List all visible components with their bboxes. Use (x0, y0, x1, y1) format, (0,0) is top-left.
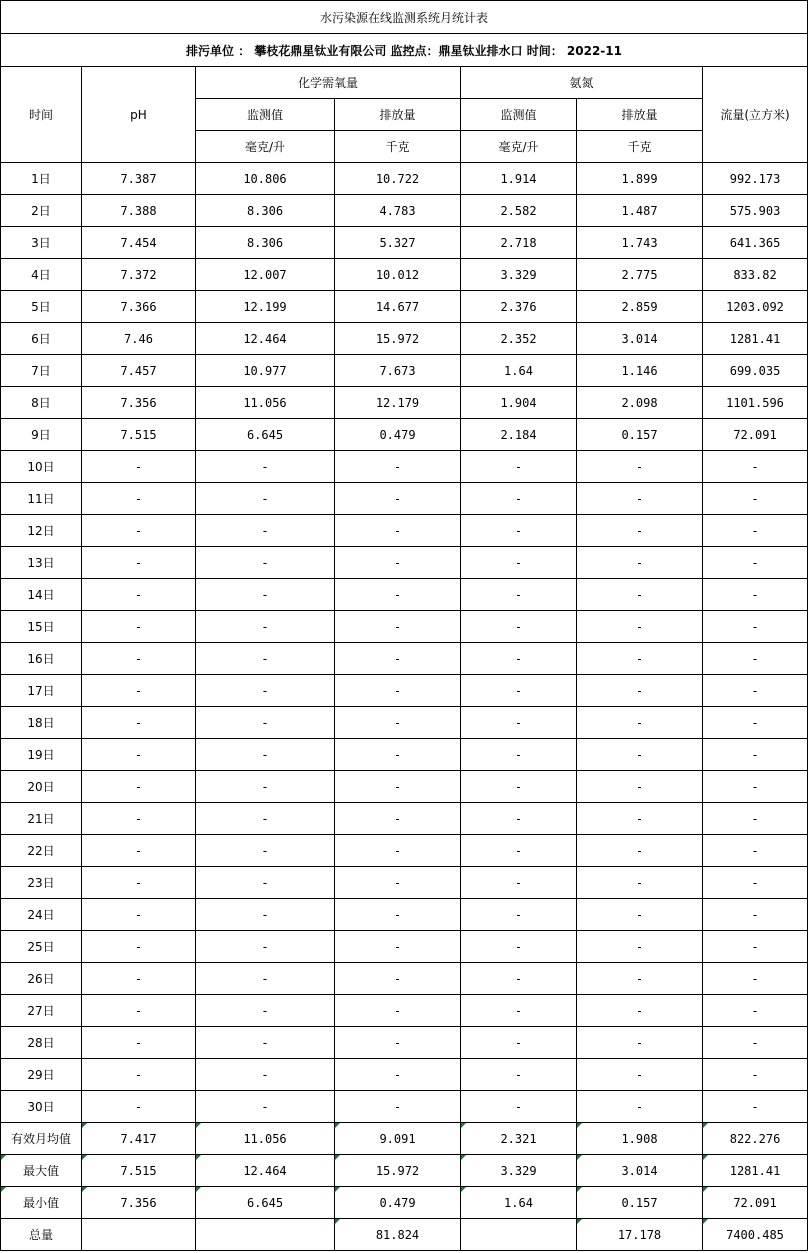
table-row (1, 643, 808, 675)
cell-ph: - (82, 835, 196, 867)
cell-ammonia-monitor: 2.582 (461, 195, 577, 227)
cell-ammonia-monitor: - (461, 547, 577, 579)
cell-cod-discharge: - (335, 579, 461, 611)
cell-ammonia-monitor: 1.64 (461, 355, 577, 387)
header-cod-unit-mass: 千克 (335, 131, 461, 163)
cell-day: 26日 (1, 963, 82, 995)
cell-ph: 7.46 (82, 323, 196, 355)
cell-ammonia-monitor: - (461, 995, 577, 1027)
cell-cod-monitor: 6.645 (196, 419, 335, 451)
cell-ph: - (82, 931, 196, 963)
cell-flow: - (703, 451, 808, 483)
cell-flow: - (703, 899, 808, 931)
cell-cod-discharge: 0.479 (335, 419, 461, 451)
cell-cod-monitor: 12.199 (196, 291, 335, 323)
cell-cod-discharge: - (335, 1091, 461, 1123)
summary-cell-ammonia-discharge: 17.178 (577, 1219, 703, 1251)
cell-cod-monitor: 8.306 (196, 195, 335, 227)
summary-cell-ph (82, 1219, 196, 1251)
summary-cell-cod-discharge: 0.479 (335, 1187, 461, 1219)
table-row (1, 899, 808, 931)
cell-ph: - (82, 707, 196, 739)
cell-ammonia-monitor: - (461, 515, 577, 547)
cell-ammonia-monitor: 1.904 (461, 387, 577, 419)
cell-flow: - (703, 611, 808, 643)
header-cod-monitor: 监测值 (196, 99, 335, 131)
cell-day: 6日 (1, 323, 82, 355)
cell-day: 23日 (1, 867, 82, 899)
cell-flow: - (703, 1059, 808, 1091)
cell-cod-discharge: - (335, 611, 461, 643)
cell-flow: - (703, 643, 808, 675)
cell-cod-discharge: 10.012 (335, 259, 461, 291)
cell-day: 2日 (1, 195, 82, 227)
cell-ammonia-monitor: - (461, 643, 577, 675)
table-row (1, 803, 808, 835)
cell-ammonia-monitor: - (461, 707, 577, 739)
cell-ph: - (82, 579, 196, 611)
summary-label: 最小值 (1, 1187, 82, 1219)
cell-ammonia-monitor: 3.329 (461, 259, 577, 291)
cell-ammonia-monitor: - (461, 1091, 577, 1123)
cell-cod-monitor: - (196, 867, 335, 899)
summary-row (1, 1155, 808, 1187)
summary-cell-ph: 7.356 (82, 1187, 196, 1219)
cell-cod-discharge: 7.673 (335, 355, 461, 387)
cell-day: 3日 (1, 227, 82, 259)
cell-ammonia-monitor: - (461, 803, 577, 835)
table-row (1, 611, 808, 643)
cell-cod-monitor: - (196, 707, 335, 739)
cell-ammonia-discharge: 3.014 (577, 323, 703, 355)
header-flow: 流量(立方米) (703, 67, 808, 163)
cell-day: 12日 (1, 515, 82, 547)
cell-ammonia-discharge: - (577, 515, 703, 547)
table-row (1, 547, 808, 579)
cell-cod-discharge: - (335, 867, 461, 899)
header-ammonia: 氨氮 (461, 67, 703, 99)
summary-cell-ammonia-monitor: 2.321 (461, 1123, 577, 1155)
cell-ammonia-discharge: - (577, 579, 703, 611)
cell-ammonia-monitor: - (461, 739, 577, 771)
cell-day: 10日 (1, 451, 82, 483)
table-row (1, 1091, 808, 1123)
cell-ammonia-discharge: - (577, 867, 703, 899)
table-row (1, 867, 808, 899)
cell-ph: - (82, 899, 196, 931)
summary-cell-ammonia-monitor: 3.329 (461, 1155, 577, 1187)
cell-cod-discharge: 14.677 (335, 291, 461, 323)
cell-flow: - (703, 931, 808, 963)
summary-label: 总量 (1, 1219, 82, 1251)
cell-ph: 7.515 (82, 419, 196, 451)
table-row (1, 1027, 808, 1059)
cell-ph: - (82, 451, 196, 483)
cell-ammonia-monitor: - (461, 963, 577, 995)
cell-ammonia-discharge: 0.157 (577, 419, 703, 451)
cell-ammonia-discharge: - (577, 611, 703, 643)
summary-cell-cod-monitor: 6.645 (196, 1187, 335, 1219)
table-row (1, 931, 808, 963)
cell-cod-discharge: - (335, 451, 461, 483)
cell-day: 4日 (1, 259, 82, 291)
cell-ammonia-monitor: - (461, 835, 577, 867)
cell-day: 13日 (1, 547, 82, 579)
cell-ammonia-discharge: 1.487 (577, 195, 703, 227)
summary-label: 最大值 (1, 1155, 82, 1187)
cell-ammonia-discharge: 1.146 (577, 355, 703, 387)
summary-cell-ammonia-discharge: 3.014 (577, 1155, 703, 1187)
table-row (1, 579, 808, 611)
cell-cod-monitor: - (196, 675, 335, 707)
table-row (1, 323, 808, 355)
cell-day: 29日 (1, 1059, 82, 1091)
cell-flow: - (703, 579, 808, 611)
table-row (1, 483, 808, 515)
summary-cell-cod-discharge: 81.824 (335, 1219, 461, 1251)
cell-ammonia-discharge: 1.899 (577, 163, 703, 195)
cell-ammonia-discharge: 2.859 (577, 291, 703, 323)
cell-ammonia-discharge: - (577, 547, 703, 579)
summary-cell-cod-discharge: 9.091 (335, 1123, 461, 1155)
summary-label: 有效月均值 (1, 1123, 82, 1155)
cell-ammonia-discharge: - (577, 835, 703, 867)
summary-cell-ph: 7.515 (82, 1155, 196, 1187)
cell-flow: - (703, 547, 808, 579)
table-row (1, 355, 808, 387)
cell-day: 1日 (1, 163, 82, 195)
cell-ammonia-monitor: - (461, 675, 577, 707)
cell-cod-discharge: - (335, 515, 461, 547)
cell-flow: 699.035 (703, 355, 808, 387)
summary-row (1, 1187, 808, 1219)
cell-day: 15日 (1, 611, 82, 643)
cell-cod-discharge: 15.972 (335, 323, 461, 355)
summary-cell-cod-discharge: 15.972 (335, 1155, 461, 1187)
cell-ammonia-monitor: - (461, 1027, 577, 1059)
header-cod: 化学需氧量 (196, 67, 461, 99)
cell-ph: 7.454 (82, 227, 196, 259)
cell-ammonia-monitor: - (461, 771, 577, 803)
cell-ammonia-monitor: - (461, 867, 577, 899)
table-row (1, 387, 808, 419)
cell-day: 5日 (1, 291, 82, 323)
cell-ammonia-discharge: - (577, 803, 703, 835)
cell-day: 30日 (1, 1091, 82, 1123)
cell-cod-monitor: - (196, 579, 335, 611)
cell-ph: - (82, 1027, 196, 1059)
cell-cod-discharge: - (335, 899, 461, 931)
cell-ph: 7.356 (82, 387, 196, 419)
cell-cod-discharge: - (335, 707, 461, 739)
header-ammonia-discharge: 排放量 (577, 99, 703, 131)
cell-day: 20日 (1, 771, 82, 803)
cell-ammonia-discharge: - (577, 1059, 703, 1091)
header-ammonia-unit-conc: 毫克/升 (461, 131, 577, 163)
table-row (1, 163, 808, 195)
cell-cod-discharge: - (335, 483, 461, 515)
summary-cell-flow: 822.276 (703, 1123, 808, 1155)
cell-ammonia-discharge: - (577, 963, 703, 995)
cell-cod-monitor: - (196, 835, 335, 867)
table-row (1, 451, 808, 483)
cell-cod-monitor: - (196, 771, 335, 803)
cell-cod-discharge: - (335, 803, 461, 835)
cell-flow: 833.82 (703, 259, 808, 291)
cell-cod-monitor: 10.806 (196, 163, 335, 195)
cell-day: 21日 (1, 803, 82, 835)
cell-ammonia-discharge: - (577, 899, 703, 931)
table-row (1, 835, 808, 867)
cell-ammonia-discharge: - (577, 451, 703, 483)
cell-flow: - (703, 1027, 808, 1059)
cell-ph: - (82, 963, 196, 995)
summary-cell-flow: 1281.41 (703, 1155, 808, 1187)
report-info-line: 排污单位 ： 攀枝花鼎星钛业有限公司 监控点：鼎星钛业排水口 时间： 2022-11 (1, 34, 808, 67)
header-ammonia-monitor: 监测值 (461, 99, 577, 131)
cell-ammonia-monitor: - (461, 899, 577, 931)
cell-ammonia-discharge: 1.743 (577, 227, 703, 259)
table-row (1, 675, 808, 707)
summary-cell-cod-monitor (196, 1219, 335, 1251)
cell-cod-monitor: 12.007 (196, 259, 335, 291)
table-row (1, 515, 808, 547)
cell-ammonia-monitor: - (461, 611, 577, 643)
cell-cod-discharge: 12.179 (335, 387, 461, 419)
cell-ph: - (82, 867, 196, 899)
summary-cell-cod-monitor: 11.056 (196, 1123, 335, 1155)
table-row (1, 195, 808, 227)
cell-cod-discharge: - (335, 771, 461, 803)
cell-cod-discharge: - (335, 643, 461, 675)
summary-cell-cod-monitor: 12.464 (196, 1155, 335, 1187)
table-row (1, 419, 808, 451)
cell-flow: - (703, 803, 808, 835)
cell-ammonia-discharge: - (577, 483, 703, 515)
cell-flow: - (703, 515, 808, 547)
cell-cod-discharge: 10.722 (335, 163, 461, 195)
table-row (1, 739, 808, 771)
cell-ammonia-monitor: - (461, 579, 577, 611)
cell-ph: - (82, 1091, 196, 1123)
cell-cod-discharge: - (335, 547, 461, 579)
cell-ph: - (82, 515, 196, 547)
summary-cell-ammonia-monitor (461, 1219, 577, 1251)
cell-ammonia-discharge: - (577, 1027, 703, 1059)
table-row (1, 995, 808, 1027)
cell-ph: - (82, 771, 196, 803)
cell-ph: - (82, 611, 196, 643)
cell-cod-monitor: - (196, 803, 335, 835)
cell-cod-monitor: - (196, 611, 335, 643)
cell-flow: - (703, 963, 808, 995)
cell-flow: 641.365 (703, 227, 808, 259)
cell-ph: - (82, 1059, 196, 1091)
cell-flow: - (703, 867, 808, 899)
cell-ammonia-discharge: - (577, 675, 703, 707)
cell-cod-monitor: - (196, 483, 335, 515)
cell-cod-monitor: 12.464 (196, 323, 335, 355)
table-row (1, 707, 808, 739)
cell-ammonia-monitor: - (461, 483, 577, 515)
header-ammonia-unit-mass: 千克 (577, 131, 703, 163)
cell-day: 28日 (1, 1027, 82, 1059)
cell-cod-discharge: - (335, 739, 461, 771)
summary-cell-flow: 72.091 (703, 1187, 808, 1219)
cell-ammonia-discharge: - (577, 931, 703, 963)
cell-ammonia-discharge: - (577, 707, 703, 739)
cell-ph: 7.387 (82, 163, 196, 195)
cell-ph: - (82, 547, 196, 579)
report-title: 水污染源在线监测系统月统计表 (1, 1, 808, 34)
cell-ammonia-monitor: 2.718 (461, 227, 577, 259)
table-row (1, 771, 808, 803)
cell-flow: 72.091 (703, 419, 808, 451)
cell-ph: 7.388 (82, 195, 196, 227)
cell-day: 22日 (1, 835, 82, 867)
cell-day: 8日 (1, 387, 82, 419)
cell-cod-monitor: - (196, 451, 335, 483)
table-row (1, 227, 808, 259)
summary-cell-ph: 7.417 (82, 1123, 196, 1155)
cell-flow: - (703, 675, 808, 707)
cell-flow: 1281.41 (703, 323, 808, 355)
cell-ph: - (82, 675, 196, 707)
cell-cod-monitor: - (196, 643, 335, 675)
header-cod-discharge: 排放量 (335, 99, 461, 131)
cell-flow: - (703, 707, 808, 739)
cell-cod-discharge: - (335, 1059, 461, 1091)
table-row (1, 291, 808, 323)
cell-ammonia-monitor: 2.376 (461, 291, 577, 323)
summary-cell-flow: 7400.485 (703, 1219, 808, 1251)
cell-cod-monitor: - (196, 547, 335, 579)
cell-ph: 7.457 (82, 355, 196, 387)
cell-cod-discharge: - (335, 675, 461, 707)
cell-day: 14日 (1, 579, 82, 611)
cell-cod-monitor: - (196, 515, 335, 547)
cell-ph: - (82, 483, 196, 515)
header-cod-unit-conc: 毫克/升 (196, 131, 335, 163)
cell-cod-monitor: - (196, 1091, 335, 1123)
cell-flow: - (703, 739, 808, 771)
table-row (1, 259, 808, 291)
cell-ph: - (82, 803, 196, 835)
cell-day: 7日 (1, 355, 82, 387)
cell-cod-discharge: - (335, 1027, 461, 1059)
cell-day: 25日 (1, 931, 82, 963)
cell-cod-monitor: - (196, 963, 335, 995)
cell-ph: - (82, 739, 196, 771)
cell-ammonia-monitor: - (461, 931, 577, 963)
cell-cod-monitor: - (196, 1059, 335, 1091)
cell-day: 17日 (1, 675, 82, 707)
cell-cod-monitor: 11.056 (196, 387, 335, 419)
cell-cod-discharge: 4.783 (335, 195, 461, 227)
cell-ammonia-discharge: - (577, 771, 703, 803)
cell-day: 16日 (1, 643, 82, 675)
summary-row (1, 1123, 808, 1155)
cell-ammonia-discharge: - (577, 643, 703, 675)
table-row (1, 963, 808, 995)
cell-day: 18日 (1, 707, 82, 739)
cell-flow: - (703, 483, 808, 515)
cell-ammonia-monitor: - (461, 1059, 577, 1091)
table-row (1, 1059, 808, 1091)
cell-ph: 7.372 (82, 259, 196, 291)
cell-cod-discharge: - (335, 835, 461, 867)
cell-cod-discharge: - (335, 963, 461, 995)
cell-cod-monitor: - (196, 739, 335, 771)
cell-ammonia-monitor: 2.184 (461, 419, 577, 451)
summary-cell-ammonia-discharge: 1.908 (577, 1123, 703, 1155)
cell-cod-discharge: - (335, 931, 461, 963)
cell-ammonia-discharge: - (577, 1091, 703, 1123)
cell-cod-monitor: - (196, 1027, 335, 1059)
cell-ph: 7.366 (82, 291, 196, 323)
cell-cod-discharge: 5.327 (335, 227, 461, 259)
cell-ammonia-discharge: 2.775 (577, 259, 703, 291)
cell-flow: 992.173 (703, 163, 808, 195)
summary-row (1, 1219, 808, 1251)
cell-flow: 575.903 (703, 195, 808, 227)
cell-flow: - (703, 771, 808, 803)
cell-cod-monitor: - (196, 899, 335, 931)
cell-ammonia-discharge: - (577, 739, 703, 771)
cell-ammonia-monitor: 2.352 (461, 323, 577, 355)
summary-cell-ammonia-discharge: 0.157 (577, 1187, 703, 1219)
cell-flow: - (703, 835, 808, 867)
cell-day: 11日 (1, 483, 82, 515)
cell-ammonia-discharge: - (577, 995, 703, 1027)
cell-cod-monitor: - (196, 931, 335, 963)
header-time: 时间 (1, 67, 82, 163)
cell-day: 19日 (1, 739, 82, 771)
summary-cell-ammonia-monitor: 1.64 (461, 1187, 577, 1219)
cell-day: 27日 (1, 995, 82, 1027)
cell-day: 9日 (1, 419, 82, 451)
cell-ph: - (82, 643, 196, 675)
cell-flow: 1101.596 (703, 387, 808, 419)
cell-cod-monitor: 10.977 (196, 355, 335, 387)
cell-ph: - (82, 995, 196, 1027)
header-ph: pH (82, 67, 196, 163)
cell-cod-monitor: - (196, 995, 335, 1027)
cell-flow: - (703, 995, 808, 1027)
cell-cod-discharge: - (335, 995, 461, 1027)
cell-ammonia-monitor: - (461, 451, 577, 483)
cell-cod-monitor: 8.306 (196, 227, 335, 259)
cell-ammonia-discharge: 2.098 (577, 387, 703, 419)
cell-ammonia-monitor: 1.914 (461, 163, 577, 195)
cell-flow: 1203.092 (703, 291, 808, 323)
cell-day: 24日 (1, 899, 82, 931)
cell-flow: - (703, 1091, 808, 1123)
